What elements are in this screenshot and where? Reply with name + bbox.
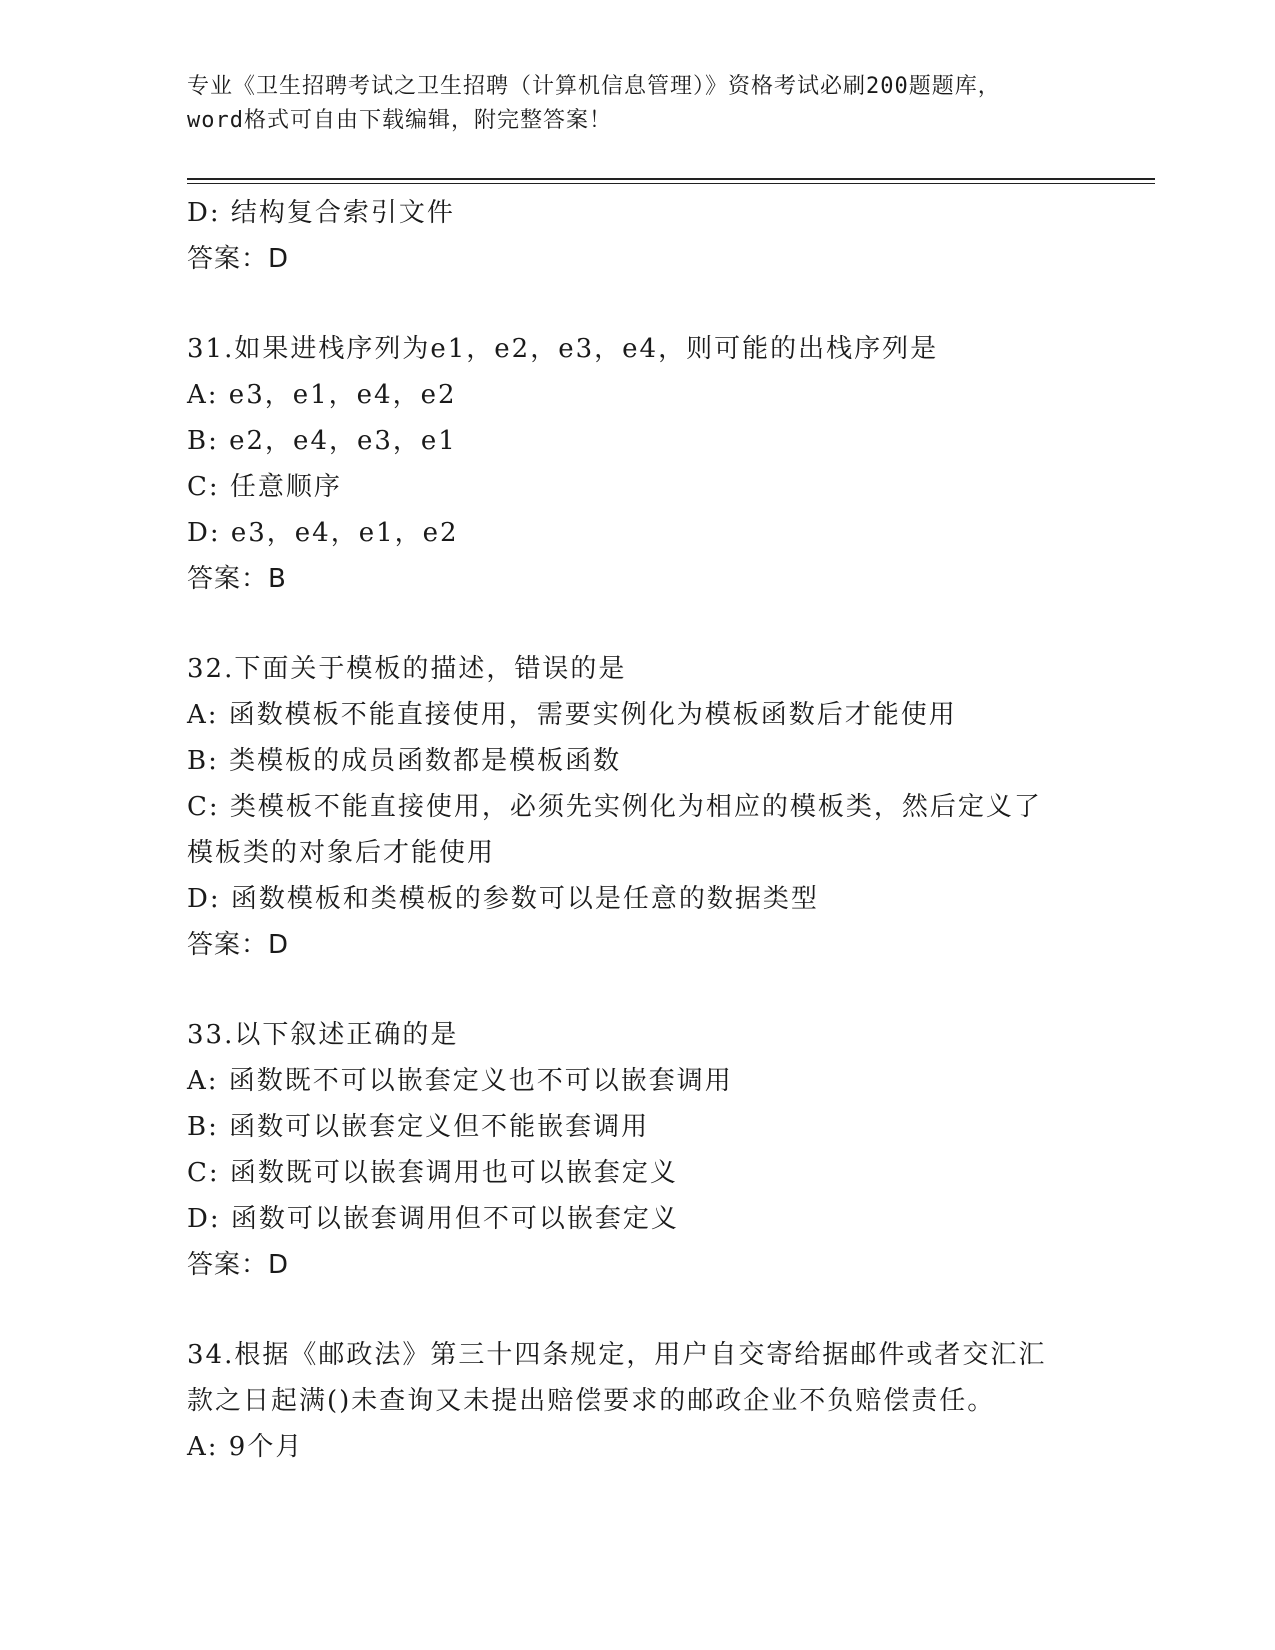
option-d: D: e3，e4，e1，e2 [187, 518, 459, 548]
option-c-line-1: C: 类模板不能直接使用，必须先实例化为相应的模板类，然后定义了 [187, 792, 1042, 822]
option-d: D: 结构复合索引文件 [187, 198, 455, 228]
question-31 [187, 326, 1087, 602]
option-a: A: 函数模板不能直接使用，需要实例化为模板函数后才能使用 [187, 700, 957, 730]
question-title: 33.以下叙述正确的是 [187, 1020, 459, 1050]
option-d: D: 函数模板和类模板的参数可以是任意的数据类型 [187, 884, 819, 914]
question-33 [187, 1012, 1087, 1288]
answer: 答案：D [187, 930, 290, 960]
question-title: 31.如果进栈序列为e1，e2，e3，e4，则可能的出栈序列是 [187, 334, 939, 364]
question-prev-tail [187, 190, 1087, 282]
question-32 [187, 646, 1087, 968]
question-title-line-2: 款之日起满()未查询又未提出赔偿要求的邮政企业不负赔偿责任。 [187, 1386, 996, 1416]
option-c: C: 任意顺序 [187, 472, 342, 502]
answer: 答案：D [187, 244, 290, 274]
answer: 答案：D [187, 1250, 290, 1280]
question-list [187, 190, 1087, 1470]
option-a: A: 函数既不可以嵌套定义也不可以嵌套调用 [187, 1066, 733, 1096]
option-d: D: 函数可以嵌套调用但不可以嵌套定义 [187, 1204, 679, 1234]
option-b: B: 函数可以嵌套定义但不能嵌套调用 [187, 1112, 650, 1142]
option-a: A: 9个月 [187, 1432, 304, 1462]
option-c-line-2: 模板类的对象后才能使用 [187, 838, 496, 868]
header-rule-thick [187, 178, 1155, 180]
option-b: B: 类模板的成员函数都是模板函数 [187, 746, 622, 776]
header-line-1: 专业《卫生招聘考试之卫生招聘（计算机信息管理）》资格考试必刷200题题库， [187, 74, 1001, 99]
question-34 [187, 1332, 1087, 1470]
header-rule-thin [187, 183, 1155, 184]
question-title: 32.下面关于模板的描述，错误的是 [187, 654, 627, 684]
question-title-line-1: 34.根据《邮政法》第三十四条规定，用户自交寄给据邮件或者交汇汇 [187, 1340, 1047, 1370]
header-line-2: word格式可自由下载编辑，附完整答案！ [187, 108, 612, 133]
answer: 答案：B [187, 564, 287, 594]
option-a: A: e3，e1，e4，e2 [187, 380, 457, 410]
option-b: B: e2，e4，e3，e1 [187, 426, 457, 456]
document-header [187, 70, 1087, 138]
option-c: C: 函数既可以嵌套调用也可以嵌套定义 [187, 1158, 678, 1188]
